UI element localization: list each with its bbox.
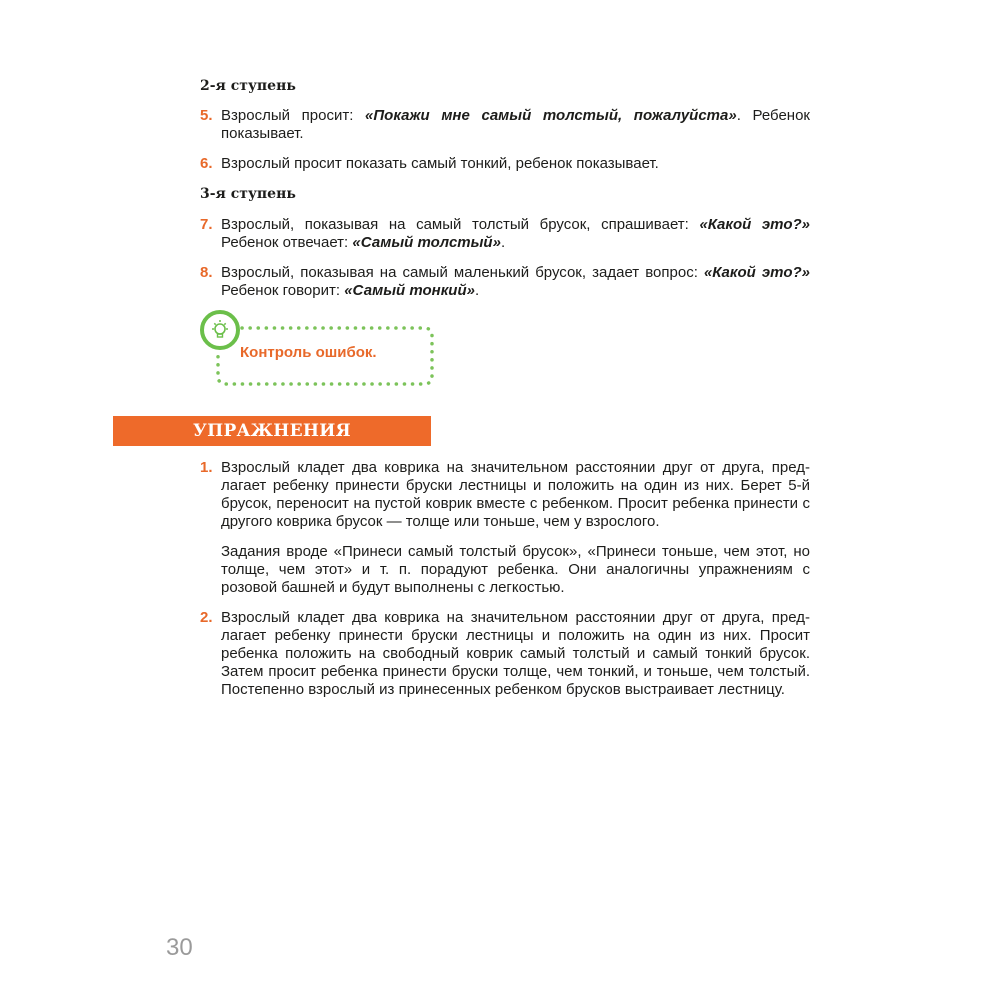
item-number: 1. (200, 459, 213, 476)
quote: «Самый толстый» (352, 234, 501, 251)
item-number: 2. (200, 609, 213, 626)
step-2-heading: 2-я ступень (200, 78, 296, 94)
item-text: Взрослый просит: «Покажи мне самый толстый, пожалуйста». Ребенок показывает. (221, 107, 810, 142)
quote: «Какой это?» (703, 264, 810, 281)
control-of-errors-label: Контроль ошибок. (240, 344, 377, 361)
item-text: Взрослый кладет два коврика на значительном расстоянии друг от друга, предлагает ребенку принести бруски лестницы и положить на один из них. Берет 5-й брусок, переносит на пустой коврик вместе с ребенком. Просит ребенка принести с другого коврика брусок — толще или тоньше, чем у взрослого. (221, 459, 810, 530)
list-item-7 (200, 216, 810, 252)
item-number: 5. (200, 107, 213, 124)
lightbulb-icon (200, 310, 240, 350)
item-text: Взрослый просит показать самый тонкий, ребенок показывает. (221, 155, 659, 172)
exercise-1-paragraph-2: Задания вроде «Принеси самый толстый брусок», «Принеси тоньше, чем этот, но толще, чем этот» и т. п. порадуют ребенка. Они аналогичны упражнениям с розовой башней и будут выполнены с легкостью. (221, 543, 810, 596)
step-3-heading: 3-я ступень (200, 186, 296, 202)
item-text: Взрослый, показывая на самый толстый брусок, спрашивает: «Какой это?» Ребенок отвечает: «Самый толстый». (221, 216, 810, 251)
list-item-6 (200, 155, 810, 173)
quote: «Какой это?» (699, 216, 810, 233)
section-banner (113, 416, 431, 446)
item-text: Взрослый кладет два коврика на значительном расстоянии друг от друга, предлагает ребенку принести бруски лестницы и положить на один из них. Просит ребенка положить на свободный коврик самый толстый и самый тонкий брусок. Затем просит ребенка принести бруски толще, чем тонкий, и тоньше, чем толстый. Постепенно взрослый из принесенных ребенком брусков выстраивает лестницу. (221, 609, 810, 698)
exercise-item-2 (200, 609, 810, 699)
list-item-5 (200, 107, 810, 143)
section-title: УПРАЖНЕНИЯ (193, 421, 351, 441)
exercise-item-1 (200, 459, 810, 531)
item-text: Взрослый, показывая на самый маленький брусок, задает вопрос: «Какой это?» Ребенок говорит: «Самый тонкий». (221, 264, 810, 299)
item-number: 7. (200, 216, 213, 233)
item-number: 6. (200, 155, 213, 172)
control-of-errors-box (200, 308, 440, 392)
page-number: 30 (166, 934, 193, 961)
quote: «Самый тонкий» (344, 282, 475, 299)
list-item-8 (200, 264, 810, 300)
quote: «Покажи мне самый толстый, пожалуйста» (365, 107, 737, 124)
item-number: 8. (200, 264, 213, 281)
